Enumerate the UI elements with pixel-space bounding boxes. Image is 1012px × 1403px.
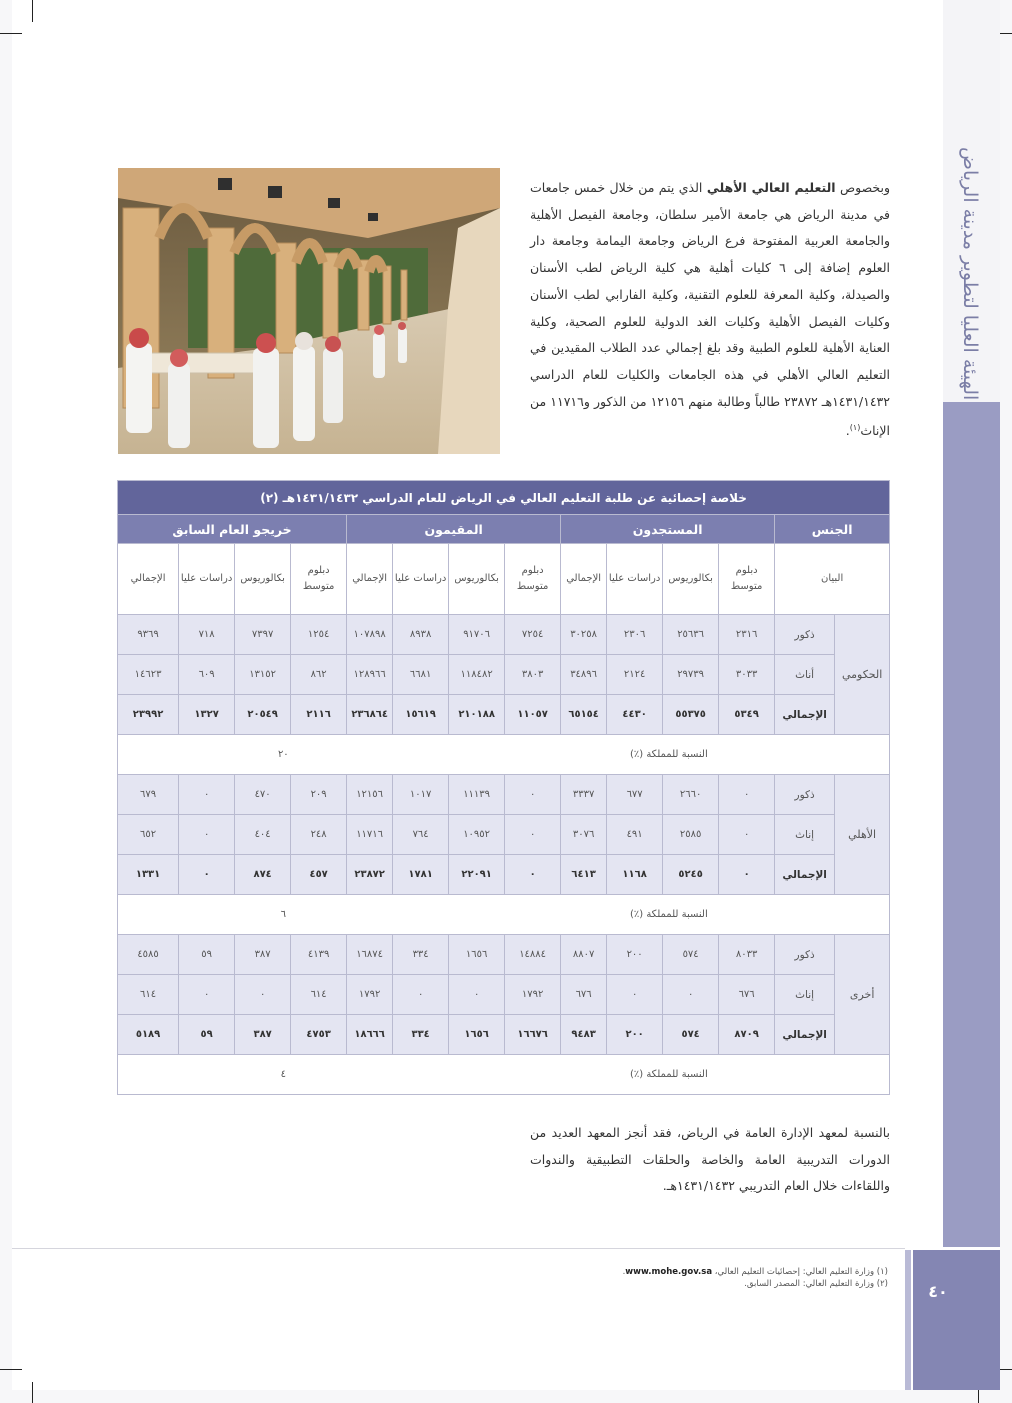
table-row xyxy=(118,695,890,735)
table-cell: ٥٣٤٩ xyxy=(719,695,775,735)
subheader-diploma: دبلوم متوسط xyxy=(505,544,561,615)
subheader-bachelor: بكالوريوس xyxy=(663,544,719,615)
table-cell: ٧٣٩٧ xyxy=(235,615,291,655)
table-cell: ١٨٦٦٦ xyxy=(347,1015,393,1055)
table-cell: ٦٧٧ xyxy=(607,775,663,815)
table-cell: ١٣٣١ xyxy=(118,855,179,895)
table-cell: ٤٧٥٣ xyxy=(291,1015,347,1055)
group-enrolled: المقيمون xyxy=(347,515,561,544)
table-cell: ١٥٦١٩ xyxy=(393,695,449,735)
table-cell: ٠ xyxy=(607,975,663,1015)
footnote-1: (١) وزارة التعليم العالي: إحصائيات التعليم العالي، www.mohe.gov.sa. xyxy=(622,1267,888,1277)
table-row xyxy=(118,855,890,895)
table-cell: ٦٧٩ xyxy=(118,775,179,815)
table-cell: ٠ xyxy=(663,975,719,1015)
table-cell: ٢٥٦٣٦ xyxy=(663,615,719,655)
table-cell: ٨٠٣٣ xyxy=(719,935,775,975)
ratio-row xyxy=(118,735,890,775)
crop-mark xyxy=(0,1369,22,1370)
table-cell: ٣٤٨٩٦ xyxy=(561,655,607,695)
table-cell: ١٤٨٨٤ xyxy=(505,935,561,975)
table-cell: ٤١٣٩ xyxy=(291,935,347,975)
table-cell: ٩٤٨٣ xyxy=(561,1015,607,1055)
table-cell: ٤٤٣٠ xyxy=(607,695,663,735)
table-row xyxy=(118,935,890,975)
table-cell: ١٣٢٧ xyxy=(179,695,235,735)
table-cell: ٠ xyxy=(235,975,291,1015)
table-row xyxy=(118,975,890,1015)
table-row xyxy=(118,775,890,815)
table-cell: ٢٠٩ xyxy=(291,775,347,815)
table-title: خلاصة إحصائية عن طلبة التعليم العالي في الرياض للعام الدراسي ١٤٣١/١٤٣٢هـ (٢) xyxy=(118,481,890,515)
table-cell: ٦٠٩ xyxy=(179,655,235,695)
ratio-value: ٢٠ xyxy=(118,735,449,775)
table-cell: ٥١٨٩ xyxy=(118,1015,179,1055)
table-cell: ٠ xyxy=(179,975,235,1015)
ratio-row xyxy=(118,895,890,935)
table-cell: ٠ xyxy=(719,775,775,815)
table-cell: ١٦٦٧٦ xyxy=(505,1015,561,1055)
table-cell: ١١٧١٦ xyxy=(347,815,393,855)
table-cell: ١٦٥٦ xyxy=(449,935,505,975)
ratio-row xyxy=(118,1055,890,1095)
side-title: الهيئة العليا لتطوير مدينة الرياض xyxy=(959,146,981,400)
table-cell: ٢٠٠ xyxy=(607,1015,663,1055)
page-number-strip xyxy=(905,1250,911,1390)
subheader-bachelor: بكالوريوس xyxy=(449,544,505,615)
table-cell: ٣٣٣٧ xyxy=(561,775,607,815)
row-label: ذكور xyxy=(775,935,835,975)
table-cell: ٦٧٦ xyxy=(561,975,607,1015)
row-label: الإجمالي xyxy=(775,855,835,895)
table-cell: ١٦٨٧٤ xyxy=(347,935,393,975)
table-cell: ٥٧٤ xyxy=(663,1015,719,1055)
table-cell: ٥٥٣٧٥ xyxy=(663,695,719,735)
table-cell: ٥٩ xyxy=(179,935,235,975)
table-cell: ٢٣٩٩٢ xyxy=(118,695,179,735)
table-cell: ٣٨٧ xyxy=(235,1015,291,1055)
table-cell: ٨٦٢ xyxy=(291,655,347,695)
table-cell: ٠ xyxy=(449,975,505,1015)
table-cell: ١٠١٧ xyxy=(393,775,449,815)
statistics-table xyxy=(117,480,889,1095)
row-label: الإجمالي xyxy=(775,1015,835,1055)
table-cell: ٢٩٧٣٩ xyxy=(663,655,719,695)
table-cell: ٢٥٨٥ xyxy=(663,815,719,855)
table-cell: ١١٦٨ xyxy=(607,855,663,895)
row-label: ذكور xyxy=(775,615,835,655)
row-label: إناث xyxy=(775,815,835,855)
table-cell: ٢٣٠٦ xyxy=(607,615,663,655)
table-cell: ٩١٧٠٦ xyxy=(449,615,505,655)
paragraph-private-higher-education xyxy=(530,175,890,445)
subheader-total: الإجمالي xyxy=(347,544,393,615)
table-cell: ٢٣١٦ xyxy=(719,615,775,655)
table-cell: ٠ xyxy=(393,975,449,1015)
table-cell: ١٧٨١ xyxy=(393,855,449,895)
table-cell: ٥٧٤ xyxy=(663,935,719,975)
table-cell: ٧١٨ xyxy=(179,615,235,655)
table-cell: ١١٨٤٨٢ xyxy=(449,655,505,695)
table-row xyxy=(118,815,890,855)
table-cell: ٢٠٥٤٩ xyxy=(235,695,291,735)
table-cell: ٤٥٨٥ xyxy=(118,935,179,975)
paragraph-ipa: بالنسبة لمعهد الإدارة العامة في الرياض، فقد أنجز المعهد العديد من الدورات التدريبية العامة والخاصة والحلقات التطبيقية والندوات واللقاءات خلال العام التدريبي ١٤٣١/١٤٣٢هـ. xyxy=(530,1125,890,1194)
table-cell: ٢١٢٤ xyxy=(607,655,663,695)
ratio-value: ٤ xyxy=(118,1055,449,1095)
table-cell: ٠ xyxy=(719,815,775,855)
row-label: الإجمالي xyxy=(775,695,835,735)
table-row xyxy=(118,1015,890,1055)
table-cell: ٣٣٤ xyxy=(393,1015,449,1055)
table-cell: ٠ xyxy=(179,775,235,815)
row-label: أناث xyxy=(775,655,835,695)
table-cell: ٢٦٦٠ xyxy=(663,775,719,815)
table-cell: ٧٢٥٤ xyxy=(505,615,561,655)
table-cell: ٢٣٨٧٢ xyxy=(347,855,393,895)
table-cell: ٢١١٦ xyxy=(291,695,347,735)
table-cell: ٩٣٦٩ xyxy=(118,615,179,655)
table-cell: ١٠٧٨٩٨ xyxy=(347,615,393,655)
page-number-box xyxy=(913,1250,1000,1390)
para1-body: الذي يتم من خلال خمس جامعات في مدينة الرياض هي جامعة الأمير سلطان، وجامعة الفيصل الأهلية والجامعة العربية المفتوحة فرع الرياض وجامعة اليمامة وجامعة دار العلوم إضافة إلى ٦ كليات أهلية هي كلية الرياض لطب الأسنان والصيدلة، وكلية المعرفة للعلوم التقنية، وكلية الفارابي لطب الأسنان وكليات الفيصل الأهلية وكليات الغد الدولية للعلوم الصحية، وكلية العناية الأهلية للعلوم الطبية وقد بلغ إجمالي عدد الطلاب المقيدين في التعليم العالي الأهلي في هذه الجامعات والكليات للعام الدراسي ١٤٣١/١٤٣٢هـ ٢٣٨٧٢ طالباً وطالبة منهم ١٢١٥٦ من الذكور و١١٧١٦ من الإناث xyxy=(530,180,890,439)
table-cell: ٠ xyxy=(719,855,775,895)
table-cell: ٠ xyxy=(505,815,561,855)
subheader-diploma: دبلوم متوسط xyxy=(719,544,775,615)
table-cell: ٦٥٢ xyxy=(118,815,179,855)
row-label: إناث xyxy=(775,975,835,1015)
page-number: ٤٠ xyxy=(928,1282,948,1301)
table-cell: ١٢١٥٦ xyxy=(347,775,393,815)
footnote-mark: (١) xyxy=(849,423,861,433)
table-row xyxy=(118,655,890,695)
para1-pre: وبخصوص xyxy=(835,180,890,195)
group-gender: الجنس xyxy=(775,515,890,544)
table-cell: ٦١٤ xyxy=(118,975,179,1015)
ratio-label: النسبة للمملكة (٪) xyxy=(449,895,890,935)
table-cell: ٨٧٠٩ xyxy=(719,1015,775,1055)
row-label: ذكور xyxy=(775,775,835,815)
table-cell: ٤٧٠ xyxy=(235,775,291,815)
table-cell: ٦٤١٣ xyxy=(561,855,607,895)
subheader-grad: دراسات عليا xyxy=(179,544,235,615)
table-cell: ٢٠٠ xyxy=(607,935,663,975)
campus-arcade-photo xyxy=(118,168,500,454)
ratio-label: النسبة للمملكة (٪) xyxy=(449,1055,890,1095)
table-cell: ٣٣٤ xyxy=(393,935,449,975)
table-cell: ٦٥١٥٤ xyxy=(561,695,607,735)
ratio-label: النسبة للمملكة (٪) xyxy=(449,735,890,775)
table-cell: ٢١٠١٨٨ xyxy=(449,695,505,735)
table-cell: ٤٠٤ xyxy=(235,815,291,855)
table-cell: ٢٣٦٨٦٤ xyxy=(347,695,393,735)
subheader-grad: دراسات عليا xyxy=(607,544,663,615)
subheader-total: الإجمالي xyxy=(561,544,607,615)
table-cell: ٦١٤ xyxy=(291,975,347,1015)
table-cell: ١٢٥٤ xyxy=(291,615,347,655)
table-cell: ٥٢٤٥ xyxy=(663,855,719,895)
group-new-students: المستجدون xyxy=(561,515,775,544)
footnote-1-link[interactable]: www.mohe.gov.sa xyxy=(625,1267,713,1277)
footnote-2: (٢) وزارة التعليم العالي: المصدر السابق. xyxy=(744,1279,888,1289)
table-cell: ١٤٦٢٣ xyxy=(118,655,179,695)
group-graduates: خريجو العام السابق xyxy=(118,515,347,544)
para1-end: . xyxy=(845,423,850,439)
table-cell: ٥٩ xyxy=(179,1015,235,1055)
ratio-value: ٦ xyxy=(118,895,449,935)
table-cell: ٦٧٦ xyxy=(719,975,775,1015)
table-cell: ١٣١٥٢ xyxy=(235,655,291,695)
table-cell: ٨٧٤ xyxy=(235,855,291,895)
table-cell: ٦٦٨١ xyxy=(393,655,449,695)
footnote-1-text: (١) وزارة التعليم العالي: إحصائيات التعليم العالي، xyxy=(714,1267,888,1277)
table-cell: ٠ xyxy=(179,855,235,895)
table-cell: ٠ xyxy=(505,855,561,895)
table-cell: ٢٢٠٩١ xyxy=(449,855,505,895)
table-cell: ٠ xyxy=(179,815,235,855)
footer-rule xyxy=(12,1248,905,1249)
table-cell: ٨٨٠٧ xyxy=(561,935,607,975)
subheader-bachelor: بكالوريوس xyxy=(235,544,291,615)
table-cell: ١١٠٥٧ xyxy=(505,695,561,735)
section-label: أخرى xyxy=(835,935,890,1055)
table-cell: ٣٠٣٣ xyxy=(719,655,775,695)
table-cell: ١٠٩٥٢ xyxy=(449,815,505,855)
table-cell: ٨٩٣٨ xyxy=(393,615,449,655)
table-cell: ٤٥٧ xyxy=(291,855,347,895)
footnotes xyxy=(480,1266,888,1290)
subheader-total: الإجمالي xyxy=(118,544,179,615)
table-cell: ٣٨٧ xyxy=(235,935,291,975)
table-cell: ٣٨٠٣ xyxy=(505,655,561,695)
table-cell: ٣٠٧٦ xyxy=(561,815,607,855)
table-cell: ١١١٣٩ xyxy=(449,775,505,815)
table-cell: ٧٦٤ xyxy=(393,815,449,855)
subheader-diploma: دبلوم متوسط xyxy=(291,544,347,615)
table-cell: ٠ xyxy=(505,775,561,815)
table-cell: ٤٩١ xyxy=(607,815,663,855)
section-label: الحكومي xyxy=(835,615,890,735)
table-cell: ١٧٩٢ xyxy=(347,975,393,1015)
crop-mark xyxy=(32,0,33,22)
para1-bold: التعليم العالي الأهلي xyxy=(706,180,836,195)
table-cell: ١٦٥٦ xyxy=(449,1015,505,1055)
crop-mark xyxy=(32,1382,33,1403)
section-label: الأهلي xyxy=(835,775,890,895)
table-cell: ٣٠٢٥٨ xyxy=(561,615,607,655)
subheader-grad: دراسات عليا xyxy=(393,544,449,615)
crop-mark xyxy=(0,33,22,34)
table-row xyxy=(118,615,890,655)
table-cell: ٢٤٨ xyxy=(291,815,347,855)
table-cell: ١٧٩٢ xyxy=(505,975,561,1015)
table-cell: ١٢٨٩٦٦ xyxy=(347,655,393,695)
side-band xyxy=(943,402,1000,1247)
header-statement: البيان xyxy=(775,544,890,615)
